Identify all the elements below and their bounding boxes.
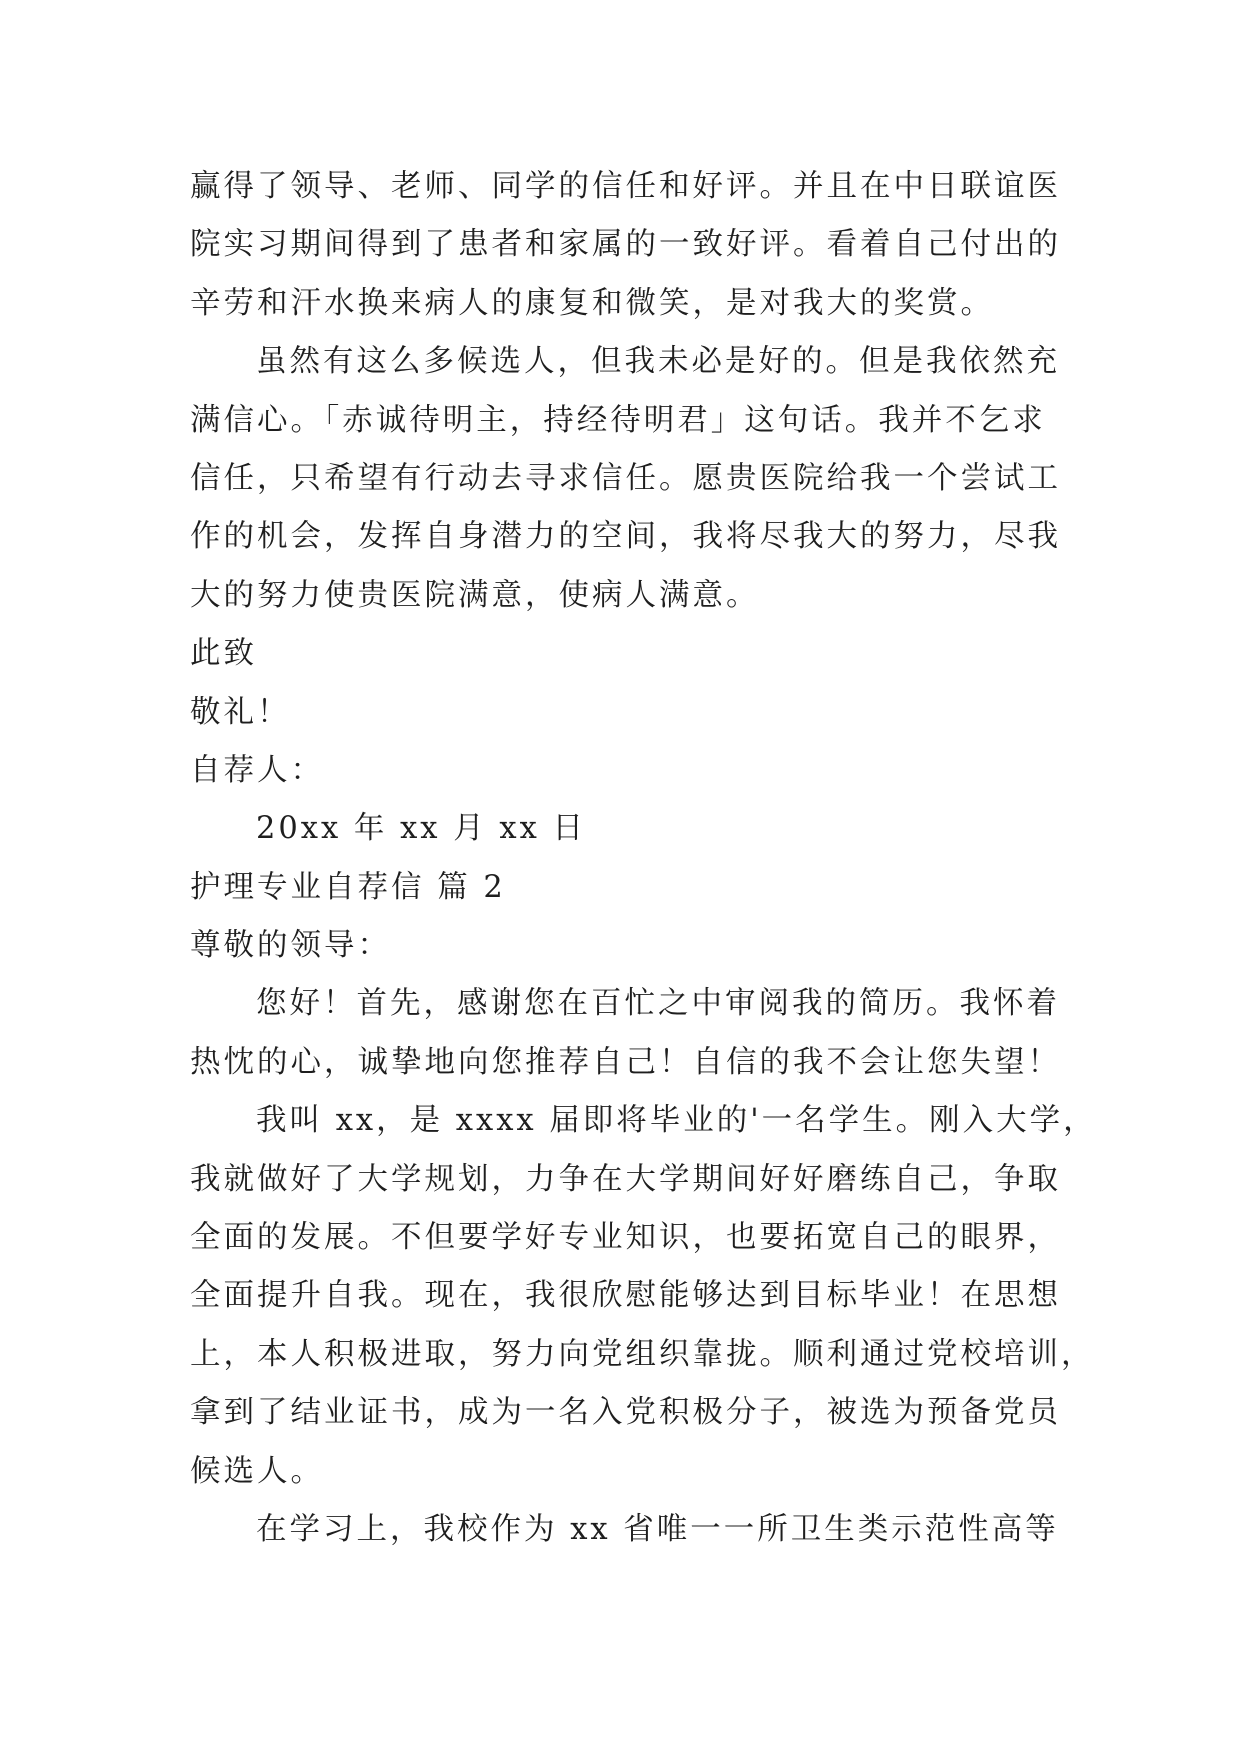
text-line: 您好！首先，感谢您在百忙之中审阅我的简历。我怀着 xyxy=(256,986,1060,1022)
text-line: 20xx 年 xx 月 xx 日 xyxy=(256,811,586,847)
text-line: 院实习期间得到了患者和家属的一致好评。看着自己付出的 xyxy=(190,227,1061,263)
text-line: 候选人。 xyxy=(190,1453,324,1489)
text-line: 辛劳和汗水换来病人的康复和微笑，是对我大的奖赏。 xyxy=(190,285,994,321)
text-line: 全面提升自我。现在，我很欣慰能够达到目标毕业！在思想 xyxy=(190,1278,1061,1314)
text-line: 敬礼！ xyxy=(190,694,291,730)
text-line: 在学习上，我校作为 xx 省唯一一所卫生类示范性高等 xyxy=(256,1511,1059,1547)
text-line: 尊敬的领导： xyxy=(190,928,391,964)
text-line: 作的机会，发挥自身潜力的空间，我将尽我大的努力，尽我 xyxy=(190,519,1061,555)
text-line: 我就做好了大学规划，力争在大学期间好好磨练自己，争取 xyxy=(190,1161,1061,1197)
text-line: 赢得了领导、老师、同学的信任和好评。并且在中日联谊医 xyxy=(190,169,1061,204)
text-line: 上，本人积极进取，努力向党组织靠拢。顺利通过党校培训， xyxy=(190,1336,1095,1372)
text-line: 全面的发展。不但要学好专业知识，也要拓宽自己的眼界， xyxy=(190,1220,1061,1256)
text-line: 自荐人： xyxy=(190,752,324,788)
letter-body xyxy=(190,158,1097,1559)
text-line: 护理专业自荐信 篇 2 xyxy=(190,869,506,905)
text-line: 我叫 xx，是 xxxx 届即将毕业的'一名学生。刚入大学， xyxy=(256,1103,1097,1139)
text-line: 热忱的心，诚挚地向您推荐自己！自信的我不会让您失望！ xyxy=(190,1044,1061,1080)
text-line: 满信心。「赤诚待明主，持经待明君」这句话。我并不乞求 xyxy=(190,402,1046,438)
text-line: 此致 xyxy=(190,636,257,672)
text-line: 大的努力使贵医院满意，使病人满意。 xyxy=(190,577,760,613)
text-line: 拿到了结业证书，成为一名入党积极分子，被选为预备党员 xyxy=(190,1395,1061,1431)
text-line: 虽然有这么多候选人，但我未必是好的。但是我依然充 xyxy=(256,344,1060,380)
text-line: 信任，只希望有行动去寻求信任。愿贵医院给我一个尝试工 xyxy=(190,460,1061,496)
